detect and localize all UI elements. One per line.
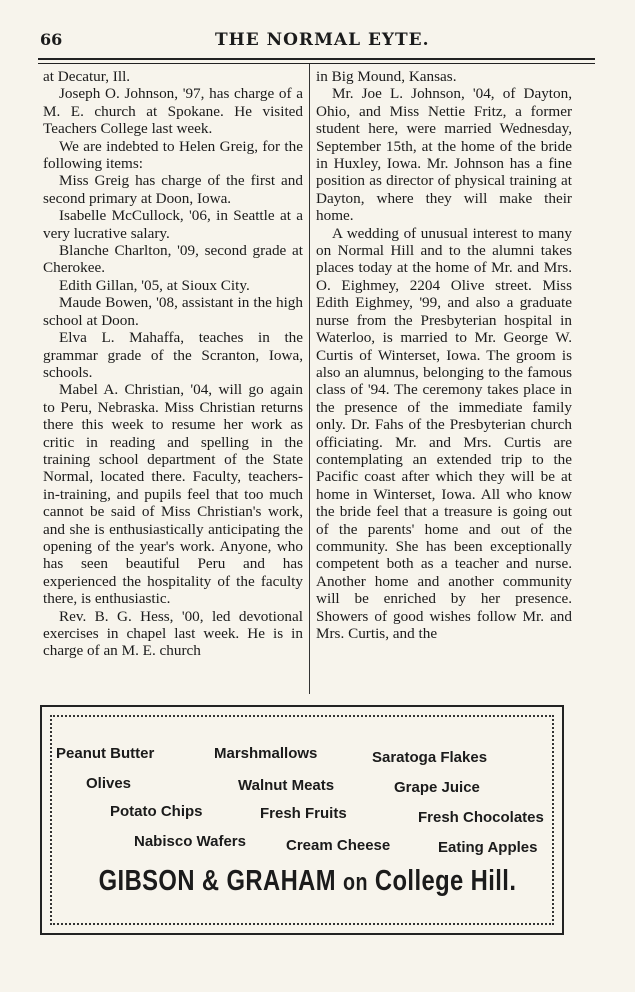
paragraph: Maude Bowen, '08, assistant in the high school at Doon. (43, 294, 303, 329)
ad-item-peanut-butter: Peanut Butter (56, 745, 155, 762)
page-number: 66 (40, 30, 63, 49)
ad-item-eating-apples: Eating Apples (438, 839, 538, 856)
ad-item-fresh-fruits: Fresh Fruits (260, 805, 347, 822)
ad-item-fresh-chocolates: Fresh Chocolates (418, 809, 544, 826)
paragraph: We are indebted to Helen Greig, for the following items: (43, 137, 303, 173)
header-rule (38, 58, 595, 64)
paragraph: Rev. B. G. Hess, '00, led devotional exercises in chapel last week. He is in charge of an M. E. church (43, 607, 303, 660)
ad-item-cream-cheese: Cream Cheese (286, 837, 391, 854)
ad-store-name (98, 865, 517, 898)
paragraph: Joseph O. Johnson, '97, has charge of a M. E. church at Spokane. He visited Teachers College last week. (43, 85, 303, 138)
ad-store-place: College Hill. (374, 865, 517, 897)
paragraph: Blanche Charlton, '09, second grade at Cherokee. (43, 242, 303, 277)
paragraph: in Big Mound, Kansas. (316, 68, 457, 85)
paragraph: at Decatur, Ill. (43, 68, 131, 85)
ad-item-saratoga-flakes: Saratoga Flakes (372, 749, 488, 766)
paragraph: Edith Gillan, '05, at Sioux City. (59, 276, 250, 294)
ad-store-on: on (343, 869, 368, 896)
ad-store-firm: GIBSON & GRAHAM (98, 865, 336, 897)
running-title: THE NORMAL EYTE. (215, 30, 430, 50)
left-column (43, 68, 303, 660)
paragraph: Isabelle McCullock, '06, in Seattle at a very lucrative salary. (43, 207, 303, 242)
paragraph: Mr. Joe L. Johnson, '04, of Dayton, Ohio, and Miss Nettie Fritz, a former student here, were married Wednesday, September 15th, at the home of the bride in Huxley, Iowa. Mr. Johnson has a fine position as director of physical training at Dayton, where they will make their home. (316, 85, 572, 225)
advertisement-box (40, 705, 564, 935)
ad-item-olives: Olives (86, 775, 132, 792)
paragraph: Miss Greig has charge of the first and second primary at Doon, Iowa. (43, 172, 303, 207)
column-divider (309, 64, 310, 694)
ad-item-nabisco-wafers: Nabisco Wafers (134, 833, 246, 850)
paragraph: Elva L. Mahaffa, teaches in the grammar grade of the Scranton, Iowa, schools. (43, 329, 303, 381)
ad-item-potato-chips: Potato Chips (110, 803, 203, 820)
ad-item-walnut-meats: Walnut Meats (238, 777, 335, 794)
right-column (316, 68, 572, 642)
paragraph: A wedding of unusual interest to many on Normal Hill and to the alumni takes places today at the home of Mr. and Mrs. O. Eighmey, 2204 Olive street. Miss Edith Eighmey, '99, and also a graduate nurse from the Presbyterian hospital in Waterloo, is married to Mr. George W. Curtis of Winterset, Iowa. The groom is also an alumnus, belonging to the famous class of '94. The ceremony takes place in the presence of the immediate family only. Dr. Fahs of the Presbyterian church officiating. Mr. and Mrs. Curtis are contemplating an extended trip to the Pacific coast after which they will be at home in Winterset, Iowa. All who know the bride feel that a treasure is going out of the parents' home and out of the community. She has been exceptionally competent both as a teacher and nurse. Another home and another community will be enriched by her presence. Showers of good wishes follow Mr. and Mrs. Curtis, and the (316, 224, 572, 642)
paragraph: Mabel A. Christian, '04, will go again to Peru, Nebraska. Miss Christian returns there this week to resume her work as critic in reading and spelling in the training school department of the State Normal, located there. Faculty, teachers-in-training, and pupils feel that too much cannot be said of Miss Christian's work, and she is enthusiastically anticipating the opening of the year's work. Anyone, who has seen beautiful Peru and has experienced the hospitality of the faculty there, is enthusiastic. (43, 381, 303, 608)
ad-item-grape-juice: Grape Juice (394, 779, 480, 796)
ad-item-marshmallows: Marshmallows (214, 745, 318, 762)
